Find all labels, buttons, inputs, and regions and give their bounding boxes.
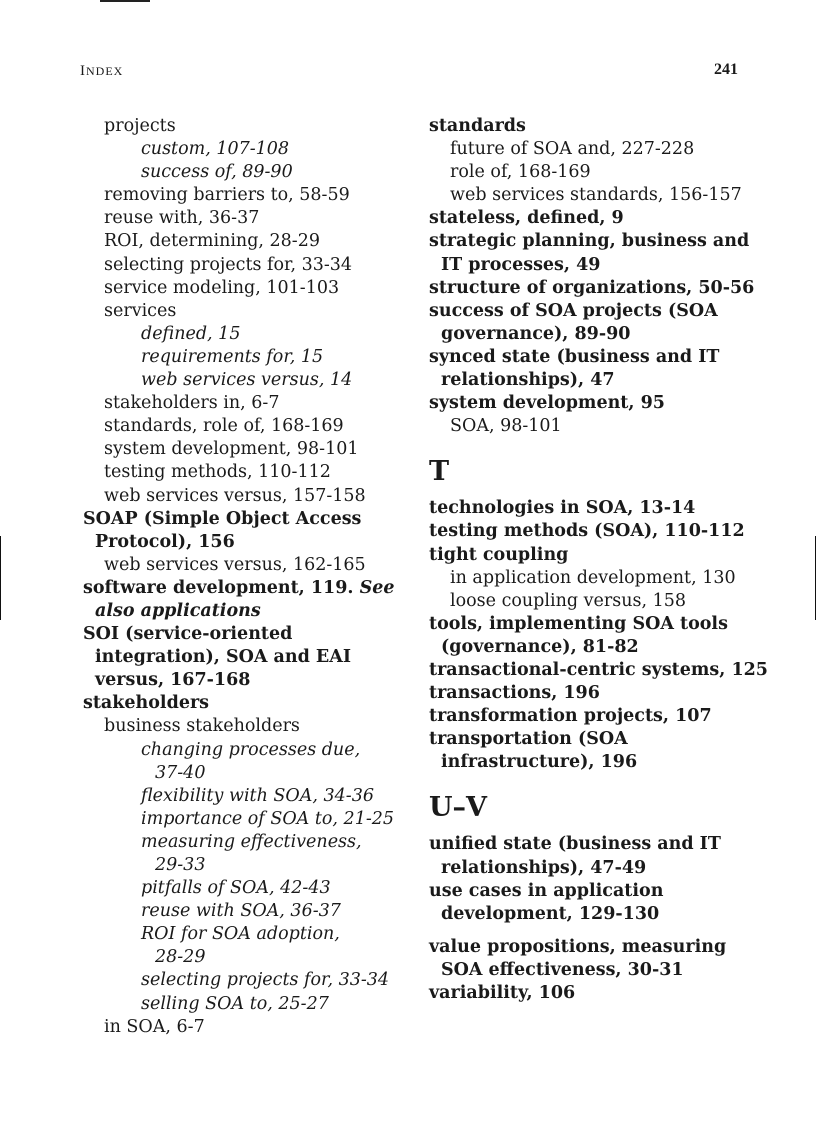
index-entry [83, 785, 413, 808]
index-entry-text: future of SOA and, 227-228 [450, 139, 695, 160]
index-entry [429, 880, 769, 903]
index-entry-text: relationships), 47 [441, 370, 615, 391]
index-entry [429, 346, 769, 369]
index-entry [83, 600, 413, 623]
running-head-rest: NDEX [86, 64, 124, 78]
running-head-initial: I [80, 63, 86, 79]
index-entry [83, 993, 413, 1016]
index-entry [83, 485, 413, 508]
index-entry-text: value propositions, measuring [429, 936, 727, 957]
index-entry-text: SOA effectiveness, 30-31 [441, 959, 684, 980]
index-entry [429, 207, 769, 230]
index-entry [83, 138, 413, 161]
index-entry-text: web services versus, 162-165 [104, 554, 366, 575]
index-entry-text: 29-33 [155, 855, 206, 875]
index-entry [429, 277, 769, 300]
index-entry-text: ROI for SOA adoption, [141, 924, 340, 945]
index-entry [83, 369, 413, 392]
index-entry [83, 577, 413, 600]
index-entry [429, 936, 769, 959]
index-entry-text: Protocol), 156 [95, 531, 235, 552]
index-entry [83, 969, 413, 992]
index-entry-text: 37-40 [155, 762, 206, 783]
index-entry-text: system development, 98-101 [104, 439, 359, 460]
section-heading: U–V [429, 792, 487, 824]
index-entry-text: web services versus, 14 [141, 370, 353, 391]
index-entry [429, 636, 769, 659]
index-entry [83, 1016, 413, 1039]
index-entry-text: pitfalls of SOA, 42-43 [141, 878, 331, 899]
index-entry-crossref: applications [134, 600, 261, 621]
index-entry-text: integration), SOA and EAI [95, 647, 352, 668]
index-entry-text: IT processes, 49 [441, 254, 601, 275]
index-entry-text: testing methods, 110-112 [104, 462, 331, 483]
index-entry-text: variability, 106 [429, 983, 576, 1003]
index-entry [429, 590, 769, 613]
crop-mark-left [0, 536, 1, 620]
index-entry [429, 613, 769, 636]
index-entry [83, 923, 413, 946]
index-entry-text: flexibility with SOA, 34-36 [141, 785, 374, 806]
index-entry [429, 751, 769, 774]
index-entry [429, 254, 769, 277]
index-entry-text: ROI, determining, 28-29 [104, 231, 320, 252]
index-entry-text: changing processes due, [141, 739, 361, 760]
index-entry [429, 300, 769, 323]
index-entry [83, 207, 413, 230]
index-entry-text: SOI (service-oriented [83, 624, 293, 645]
index-entry [429, 323, 769, 346]
index-entry [83, 438, 413, 461]
index-entry [83, 392, 413, 415]
index-entry [429, 497, 769, 520]
index-entry [83, 808, 413, 831]
index-entry-text: use cases in application [429, 880, 664, 901]
index-entry [429, 982, 769, 1005]
index-entry-text: governance), 89-90 [441, 323, 631, 344]
index-entry [429, 833, 769, 856]
index-entry-text: success of SOA projects (SOA [429, 300, 718, 321]
index-entry-text: transactions, 196 [429, 683, 600, 704]
index-entry-text: standards, role of, 168-169 [104, 416, 344, 437]
index-entry-text: relationships), 47-49 [441, 857, 647, 878]
index-entry-text: transformation projects, 107 [429, 706, 712, 727]
index-entry-text: development, 129-130 [441, 903, 660, 924]
index-entry-text: selling SOA to, 25-27 [141, 993, 329, 1014]
index-entry-text: software development, 119. [83, 577, 354, 598]
section-heading: T [429, 456, 450, 488]
index-entry-text: structure of organizations, 50-56 [429, 277, 755, 298]
index-entry [83, 508, 413, 531]
index-entry [429, 138, 769, 161]
index-entry-text: standards [429, 116, 526, 136]
index-entry [429, 161, 769, 184]
index-entry [83, 739, 413, 762]
index-entry [83, 554, 413, 577]
index-entry-text: SOAP (Simple Object Access [83, 508, 362, 529]
index-entry [429, 369, 769, 392]
index-entry-text: also [95, 600, 135, 621]
index-entry-text: web services versus, 157-158 [104, 485, 366, 506]
index-entry-text: transactional-centric systems, 125 [429, 659, 768, 680]
index-entry [83, 323, 413, 346]
page-number: 241 [714, 61, 738, 78]
index-entry-text: measuring effectiveness, [141, 831, 362, 852]
index-entry-text: services [104, 300, 177, 321]
index-entry-text: selecting projects for, 33-34 [141, 970, 390, 991]
index-entry [83, 184, 413, 207]
index-entry-text: custom, 107-108 [141, 139, 290, 160]
index-entry [83, 461, 413, 484]
index-entry [83, 623, 413, 646]
index-entry [429, 392, 769, 415]
index-entry [83, 877, 413, 900]
index-entry [83, 115, 413, 138]
index-entry [83, 854, 413, 877]
index-entry-text: web services standards, 156-157 [450, 185, 742, 206]
index-entry-text: versus, 167-168 [95, 670, 251, 691]
index-entry [429, 659, 769, 682]
index-entry-crossref: See [353, 577, 395, 598]
index-entry-text: (governance), 81-82 [441, 636, 639, 657]
index-entry-text: reuse with, 36-37 [104, 208, 260, 229]
index-entry [429, 230, 769, 253]
index-entry-text: technologies in SOA, 13-14 [429, 498, 696, 519]
index-entry-text: 28-29 [155, 947, 206, 968]
index-entry-text: importance of SOA to, 21-25 [141, 808, 395, 829]
index-entry [83, 900, 413, 923]
index-entry-text: reuse with SOA, 36-37 [141, 901, 341, 922]
index-entry-text: stakeholders in, 6-7 [104, 393, 280, 414]
index-entry [83, 415, 413, 438]
index-entry-text: role of, 168-169 [450, 162, 591, 183]
index-entry-text: projects [104, 116, 176, 136]
index-entry-text: success of, 89-90 [141, 162, 293, 183]
index-entry [83, 277, 413, 300]
index-entry [83, 762, 413, 785]
index-entry [429, 567, 769, 590]
index-entry-text: in SOA, 6-7 [104, 1016, 205, 1037]
index-entry-text: transportation (SOA [429, 729, 628, 750]
index-entry [429, 728, 769, 751]
index-column-right [429, 115, 769, 1005]
index-entry [83, 646, 413, 669]
index-entry [429, 959, 769, 982]
index-entry-text: infrastructure), 196 [441, 752, 638, 773]
index-entry [429, 415, 769, 438]
index-entry [429, 544, 769, 567]
index-entry [83, 230, 413, 253]
index-entry [429, 682, 769, 705]
index-entry-text: in application development, 130 [450, 567, 736, 588]
index-entry [83, 254, 413, 277]
index-entry [83, 831, 413, 854]
index-entry-text: strategic planning, business and [429, 231, 750, 252]
index-entry [429, 705, 769, 728]
index-entry-text: stateless, defined, 9 [429, 208, 624, 229]
index-entry [83, 161, 413, 184]
index-entry-text: tools, implementing SOA tools [429, 613, 728, 634]
index-entry [83, 669, 413, 692]
index-entry-text: SOA, 98-101 [450, 416, 562, 437]
index-entry-text: defined, 15 [141, 323, 241, 344]
index-column-left [83, 115, 413, 1039]
index-entry-text: stakeholders [83, 693, 210, 714]
index-entry [429, 520, 769, 543]
index-entry [83, 946, 413, 969]
index-entry [83, 692, 413, 715]
index-entry-text: service modeling, 101-103 [104, 277, 340, 298]
running-head [80, 63, 123, 80]
index-entry [83, 531, 413, 554]
index-entry-text: business stakeholders [104, 716, 300, 737]
index-entry [83, 300, 413, 323]
index-entry-text: testing methods (SOA), 110-112 [429, 521, 745, 542]
index-entry-text: tight coupling [429, 544, 569, 565]
index-entry [429, 857, 769, 880]
index-entry-text: selecting projects for, 33-34 [104, 254, 353, 275]
index-entry-text: loose coupling versus, 158 [450, 590, 686, 611]
index-entry [429, 184, 769, 207]
index-entry [429, 903, 769, 926]
page-top-rule [100, 0, 150, 2]
index-entry-text: synced state (business and IT [429, 346, 720, 367]
index-entry-text: requirements for, 15 [141, 346, 324, 367]
index-entry [83, 715, 413, 738]
index-entry [83, 346, 413, 369]
index-entry-text: unified state (business and IT [429, 834, 721, 855]
entry-gap [429, 926, 769, 936]
index-entry-text: removing barriers to, 58-59 [104, 185, 350, 206]
index-entry-text: system development, 95 [429, 393, 665, 414]
index-entry [429, 115, 769, 138]
